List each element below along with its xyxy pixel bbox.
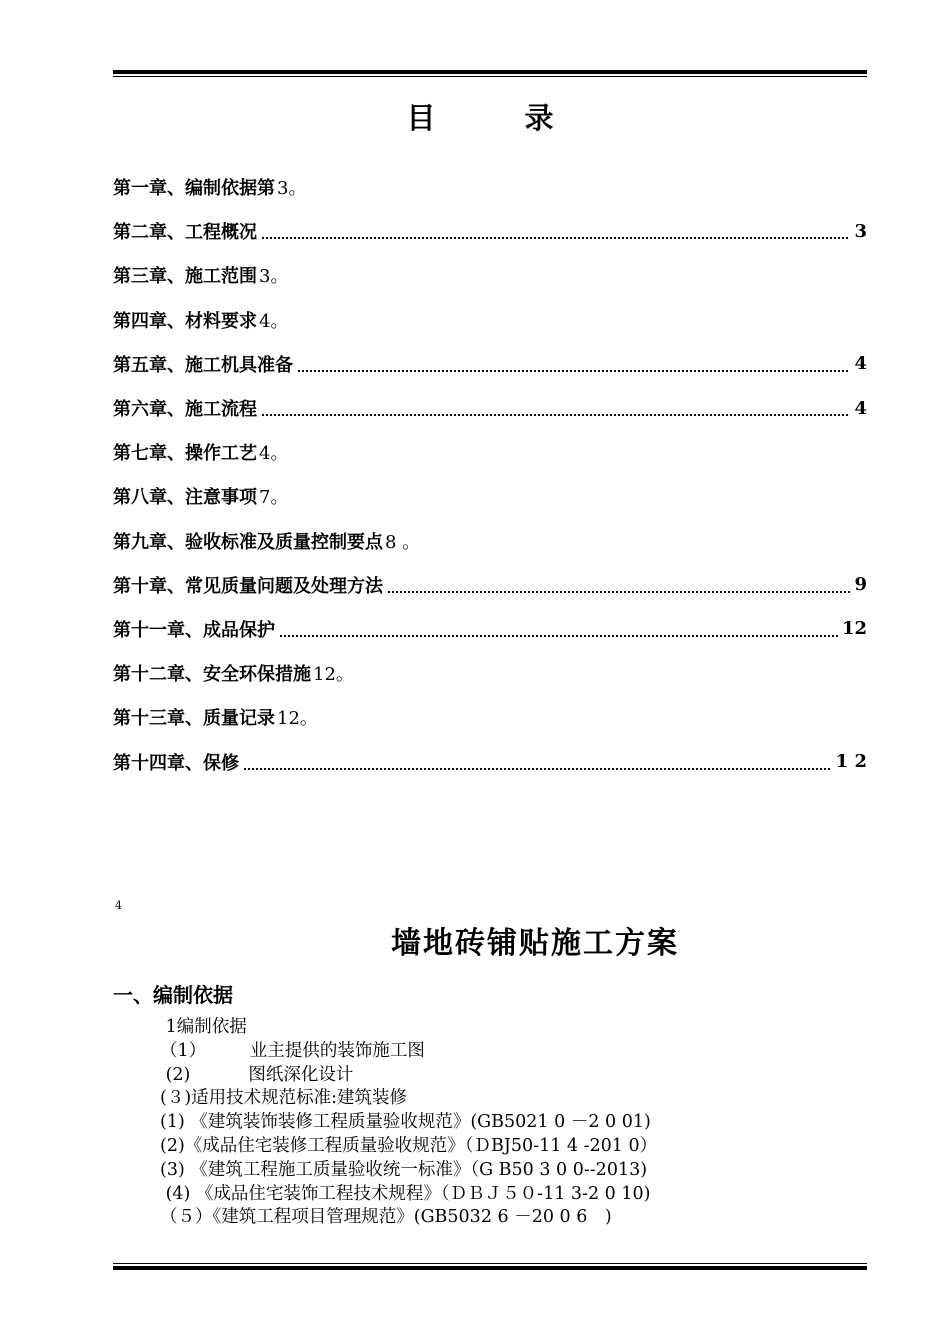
toc-entry-page: 3 [854,220,867,242]
toc-entry-inline-page: 3。 [277,178,307,200]
toc-entry-page: 12 [841,618,867,640]
toc-entry-page: 4 [854,353,867,375]
basis-line: (３)适用技术规范标准:建筑装修 [160,1088,408,1109]
toc-entry[interactable] [113,386,867,430]
basis-line: （５）《建筑工程项目管理规范》(GB5032 6 －20 0 6 ) [160,1207,612,1228]
toc-entry[interactable] [113,607,867,651]
toc-entry[interactable] [113,253,867,297]
toc-entry-label: 第十二章、安全环保措施 [113,664,311,686]
toc-entry-label: 第四章、材料要求 [113,310,257,332]
toc-dot-leader [297,357,850,375]
toc-entry-label: 第一章、编制依据第 [113,178,275,200]
toc-entry-label: 第二章、工程概况 [113,222,257,244]
toc-dot-leader [387,578,850,596]
table-of-contents [113,165,867,784]
toc-entry[interactable] [113,342,867,386]
toc-entry-label: 第十三章、质量记录 [113,708,275,730]
basis-line: (2) 图纸深化设计 [160,1064,354,1085]
toc-entry-label: 第七章、操作工艺 [113,443,257,465]
toc-entry-label: 第八章、注意事项 [113,487,257,509]
basis-line: (4) 《成品住宅装饰工程技术规程》（ＤＢＪ５０-11 3-2 0 10) [160,1183,651,1204]
toc-entry[interactable] [113,695,867,739]
bottom-rule [113,1263,867,1270]
toc-entry-inline-page: 12。 [277,708,318,730]
toc-entry[interactable] [113,430,867,474]
toc-entry-label: 第九章、验收标准及质量控制要点 [113,531,383,553]
section-heading: 一、编制依据 [113,983,233,1007]
toc-title: 目 录 [406,101,584,135]
toc-entry-label: 第五章、施工机具准备 [113,354,293,376]
toc-entry-page: 4 [854,397,867,419]
document-title: 墙地砖铺贴施工方案 [391,926,679,961]
basis-line: (2)《成品住宅装修工程质量验收规范》（ＤBJ50-11 4 -201 0） [160,1135,658,1156]
toc-entry[interactable] [113,298,867,342]
basis-line: (1) 《建筑装饰装修工程质量验收规范》(GB5021 0 －2 0 01) [160,1112,651,1133]
toc-entry-label: 第三章、施工范围 [113,266,257,288]
toc-dot-leader [261,401,850,419]
toc-entry-inline-page: 8 。 [385,531,421,553]
toc-entry-inline-page: 4。 [259,310,289,332]
toc-entry-page: 1 2 [835,751,867,773]
toc-entry-label: 第十章、常见质量问题及处理方法 [113,575,383,597]
toc-entry[interactable] [113,651,867,695]
paragraph-marker: 4 [115,899,122,912]
toc-entry-page: 9 [854,574,867,596]
toc-entry-inline-page: 7。 [259,487,289,509]
toc-entry-inline-page: 4。 [259,443,289,465]
toc-entry-inline-page: 3。 [259,266,289,288]
toc-entry-label: 第十四章、保修 [113,752,239,774]
toc-entry[interactable] [113,563,867,607]
top-rule [113,70,867,77]
basis-list [160,1016,860,1230]
toc-entry[interactable] [113,519,867,563]
toc-entry-label: 第六章、施工流程 [113,399,257,421]
toc-dot-leader [261,224,850,242]
toc-entry-label: 第十一章、成品保护 [113,619,275,641]
basis-line: 1编制依据 [160,1017,247,1037]
toc-dot-leader [243,755,832,773]
toc-entry[interactable] [113,209,867,253]
toc-entry[interactable] [113,165,867,209]
toc-entry[interactable] [113,474,867,518]
toc-entry[interactable] [113,739,867,783]
toc-dot-leader [279,622,838,640]
basis-line: （1） 业主提供的装饰施工图 [160,1040,425,1061]
toc-entry-inline-page: 12。 [313,664,354,686]
basis-line: (3) 《建筑工程施工质量验收统一标准》（G B50 3 0 0--2013) [160,1159,648,1180]
